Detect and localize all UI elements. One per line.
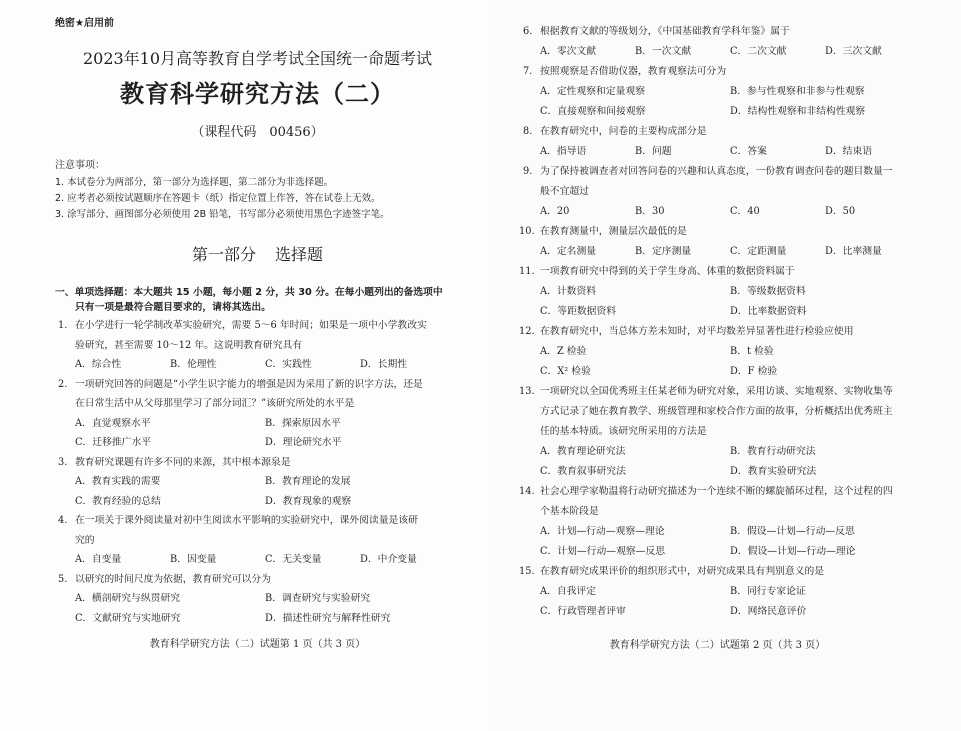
options-row	[490, 202, 961, 222]
answer-option: B．探索原因水平	[265, 417, 341, 429]
question-number: 12.	[519, 326, 535, 337]
question-stem-text: 在小学进行一轮学制改革实验研究，需要 5～6 年时间；如果是一项中小学教改实	[75, 320, 427, 331]
answer-option: A．横剖研究与纵贯研究	[75, 593, 181, 604]
answer-option: A．综合性	[75, 359, 122, 370]
options-row	[490, 242, 961, 262]
question-stem-text: 一项研究回答的问题是“小学生识字能力的增强是因为采用了新的识字方法，还是	[75, 378, 423, 390]
question-number: 11.	[519, 266, 535, 277]
question-12	[490, 322, 961, 382]
answer-option: D．假设—计划—行动—理论	[730, 546, 856, 557]
question-number: 3.	[58, 456, 68, 468]
question-stem-text: 教育研究课题有许多不同的来源，其中根本源泉是	[75, 456, 291, 468]
options-row	[490, 282, 961, 302]
answer-option: A．计划—行动—观察—理论	[540, 526, 665, 537]
course-code: （课程代码 00456）	[191, 125, 324, 140]
question-stem-text: 在教育研究成果评价的组织形式中，对研究成果具有判别意义的是	[540, 566, 825, 577]
question-stem-text: 为了保持被调查者对回答问卷的兴趣和认真态度，一份教育调查问卷的题目数量一	[540, 166, 893, 177]
options-row	[490, 302, 961, 322]
question-stem-line	[490, 22, 961, 42]
answer-option: D．中介变量	[360, 554, 417, 565]
question-stem-text: 验研究，甚至需要 10～12 年。这说明教育研究具有	[75, 339, 303, 351]
question-stem-text: 般不宜超过	[540, 186, 589, 197]
options-row	[490, 442, 961, 462]
question-number: 6.	[523, 26, 533, 37]
answer-option: D．网络民意评价	[730, 606, 807, 617]
question-number: 1.	[58, 320, 68, 331]
options-row	[0, 589, 490, 609]
question-stem-line	[490, 502, 961, 522]
question-stem-line	[490, 262, 961, 282]
options-row	[0, 472, 490, 492]
question-number: 8.	[523, 126, 533, 137]
question-11	[490, 262, 961, 322]
answer-option: A．定名测量	[540, 246, 597, 257]
answer-option: C．文献研究与实地研究	[75, 612, 181, 624]
answer-option: C．X² 检验	[540, 366, 591, 377]
answer-option: C．二次文献	[730, 46, 787, 57]
answer-option: A．教育实践的需要	[75, 476, 161, 487]
question-10	[490, 222, 961, 262]
question-5	[0, 570, 490, 629]
answer-option: B．调查研究与实验研究	[265, 593, 371, 604]
answer-option: B．30	[635, 206, 665, 217]
answer-option: C．40	[730, 206, 760, 217]
answer-option: B．参与性观察和非参与性观察	[730, 86, 865, 97]
answer-option: B．假设—计划—行动—反思	[730, 526, 855, 537]
question-number: 4.	[58, 515, 68, 526]
question-stem-line	[490, 122, 961, 142]
options-row	[490, 42, 961, 62]
answer-option: D．三次文献	[825, 46, 882, 57]
answer-option: A．指导语	[540, 146, 587, 157]
question-stem-line	[490, 182, 961, 202]
question-stem-text: 究的	[75, 534, 95, 546]
question-stem-text: 社会心理学家勒温将行动研究描述为一个连续不断的螺旋循环过程，这个过程的四	[540, 486, 893, 497]
question-14	[490, 482, 961, 562]
answer-option: A．自我评定	[540, 586, 597, 597]
answer-option: B．t 检验	[730, 346, 774, 357]
question-stem-line	[490, 562, 961, 582]
question-stem-text: 以研究的时间尺度为依据，教育研究可以分为	[75, 573, 271, 585]
question-stem-line	[490, 482, 961, 502]
answer-option: D．教育实验研究法	[730, 466, 817, 477]
answer-option: A．20	[540, 206, 570, 217]
question-number: 15.	[519, 566, 535, 577]
question-number: 14.	[519, 486, 535, 497]
note-item: 1. 本试卷分为两部分，第一部分为选择题，第二部分为非选择题。	[55, 177, 334, 188]
question-stem-text: 根据教育文献的等级划分，《中国基础教育学科年鉴》属于	[540, 26, 790, 37]
exam-page-2	[490, 0, 961, 731]
exam-title: 2023年10月高等教育自学考试全国统一命题考试	[82, 49, 433, 68]
question-stem-line	[490, 402, 961, 422]
question-stem-line	[0, 570, 490, 590]
options-row	[490, 102, 961, 122]
question-3	[0, 453, 490, 512]
answer-option: D．F 检验	[730, 366, 778, 377]
answer-option: C．教育经验的总结	[75, 495, 161, 507]
answer-option: C．答案	[730, 146, 767, 157]
answer-option: C．教育叙事研究法	[540, 466, 626, 477]
answer-option: D．50	[825, 206, 856, 217]
question-stem-line	[490, 322, 961, 342]
answer-option: D．比率数据资料	[730, 306, 807, 317]
question-stem-line	[0, 511, 490, 531]
question-4	[0, 511, 490, 570]
answer-option: D．教育现象的观察	[265, 495, 352, 507]
question-stem-line	[490, 162, 961, 182]
options-row	[0, 433, 490, 453]
answer-option: C．行政管理者评审	[540, 606, 626, 617]
options-row	[0, 550, 490, 570]
question-stem-text: 方式记录了她在教育教学、班级管理和家校合作方面的故事，分析概括出优秀班主	[540, 406, 893, 417]
question-stem-line	[490, 382, 961, 402]
question-stem-text: 在教育测量中，测量层次最低的是	[540, 226, 687, 237]
answer-option: B．教育行动研究法	[730, 446, 816, 457]
question-stem-line	[490, 422, 961, 442]
question-2	[0, 375, 490, 453]
answer-option: D．结构性观察和非结构性观察	[730, 106, 866, 117]
answer-option: D．结束语	[825, 146, 873, 157]
answer-option: B．一次文献	[635, 46, 692, 57]
page-footer: 教育科学研究方法（二）试题第 2 页（共 3 页）	[609, 640, 826, 651]
question-number: 7.	[523, 66, 533, 77]
question-number: 5.	[58, 573, 68, 585]
options-row	[490, 342, 961, 362]
question-stem-line	[0, 375, 490, 395]
answer-option: C．无关变量	[265, 554, 322, 565]
options-row	[490, 142, 961, 162]
answer-option: A．零次文献	[540, 46, 597, 57]
question-stem-text: 个基本阶段是	[540, 506, 599, 517]
options-row	[0, 355, 490, 375]
question-6	[490, 22, 961, 62]
question-stem-text: 在日常生活中从父母那里学习了部分词汇？”该研究所处的水平是	[75, 398, 355, 409]
answer-option: B．问题	[635, 146, 672, 157]
options-row	[490, 362, 961, 382]
question-8	[490, 122, 961, 162]
confidential-label: 绝密★启用前	[55, 18, 114, 29]
notes-heading: 注意事项：	[55, 160, 105, 171]
subject-title: 教育科学研究方法（二）	[120, 80, 395, 108]
question-stem-text: 在教育研究中，问卷的主要构成部分是	[540, 126, 707, 137]
answer-option: B．定序测量	[635, 246, 692, 257]
answer-option: B．等级数据资料	[730, 286, 806, 297]
question-9	[490, 162, 961, 222]
answer-option: B．因变量	[170, 554, 217, 565]
answer-option: A．Z 检验	[540, 346, 587, 357]
question-7	[490, 62, 961, 122]
question-number: 13.	[519, 386, 535, 397]
options-row	[490, 542, 961, 562]
question-number: 10.	[519, 226, 535, 237]
answer-option: A．自变量	[75, 554, 122, 565]
note-item: 3. 涂写部分、画图部分必须使用 2B 铅笔，书写部分必须使用黑色字迹签字笔。	[55, 209, 390, 220]
question-stem-line	[0, 336, 490, 356]
options-row	[0, 609, 490, 629]
options-row	[490, 602, 961, 622]
answer-option: C．等距数据资料	[540, 306, 617, 317]
question-stem-line	[0, 453, 490, 473]
answer-option: A．教育理论研究法	[540, 446, 626, 457]
question-list	[0, 316, 490, 628]
question-stem-text: 按照观察是否借助仪器，教育观察法可分为	[540, 66, 727, 77]
question-stem-line	[0, 531, 490, 551]
answer-option: B．教育理论的发展	[265, 476, 351, 487]
options-row	[0, 414, 490, 434]
question-stem-line	[0, 394, 490, 414]
answer-option: A．定性观察和定量观察	[540, 86, 646, 97]
question-stem-text: 在教育研究中，当总体方差未知时，对平均数差异显著性进行检验应使用	[540, 326, 854, 337]
options-row	[490, 582, 961, 602]
answer-option: C．迁移推广水平	[75, 437, 152, 448]
question-stem-text: 任的基本特质。该研究所采用的方法是	[540, 426, 707, 437]
question-stem-text: 在一项关于课外阅读量对初中生阅读水平影响的实验研究中，课外阅读量是该研	[75, 515, 418, 526]
answer-option: C．直接观察和间接观察	[540, 106, 646, 117]
answer-option: D．长期性	[360, 359, 408, 370]
answer-option: A．直觉观察水平	[75, 417, 151, 429]
answer-option: D．理论研究水平	[265, 437, 342, 448]
question-13	[490, 382, 961, 482]
section-instructions: 只有一项是最符合题目要求的，请将其选出。	[75, 302, 271, 313]
question-number: 9.	[523, 166, 533, 177]
answer-option: C．实践性	[265, 359, 312, 370]
question-stem-line	[0, 316, 490, 336]
options-row	[490, 522, 961, 542]
answer-option: B．伦理性	[170, 359, 217, 370]
answer-option: C．定距测量	[730, 246, 787, 257]
section-instructions: 一、单项选择题：本大题共 15 小题，每小题 2 分，共 30 分。在每小题列出的备选项中	[55, 287, 443, 298]
options-row	[0, 492, 490, 512]
page-footer: 教育科学研究方法（二）试题第 1 页（共 3 页）	[149, 639, 366, 650]
question-stem-line	[490, 62, 961, 82]
options-row	[490, 462, 961, 482]
answer-option: B．同行专家论证	[730, 586, 806, 597]
answer-option: D．比率测量	[825, 246, 882, 257]
part-title: 第一部分 选择题	[191, 245, 324, 264]
question-15	[490, 562, 961, 622]
question-1	[0, 316, 490, 375]
answer-option: A．计数资料	[540, 286, 597, 297]
answer-option: D．描述性研究与解释性研究	[265, 612, 391, 624]
question-list	[490, 22, 961, 622]
question-stem-text: 一项教育研究中得到的关于学生身高、体重的数据资料属于	[540, 266, 795, 277]
question-number: 2.	[58, 378, 68, 390]
question-stem-text: 一项研究以全国优秀班主任某老师为研究对象，采用访谈、实地观察、实物收集等	[540, 386, 893, 397]
note-item: 2. 应考者必须按试题顺序在答题卡（纸）指定位置上作答，答在试卷上无效。	[55, 193, 381, 204]
answer-option: C．计划—行动—观察—反思	[540, 546, 666, 557]
question-stem-line	[490, 222, 961, 242]
options-row	[490, 82, 961, 102]
